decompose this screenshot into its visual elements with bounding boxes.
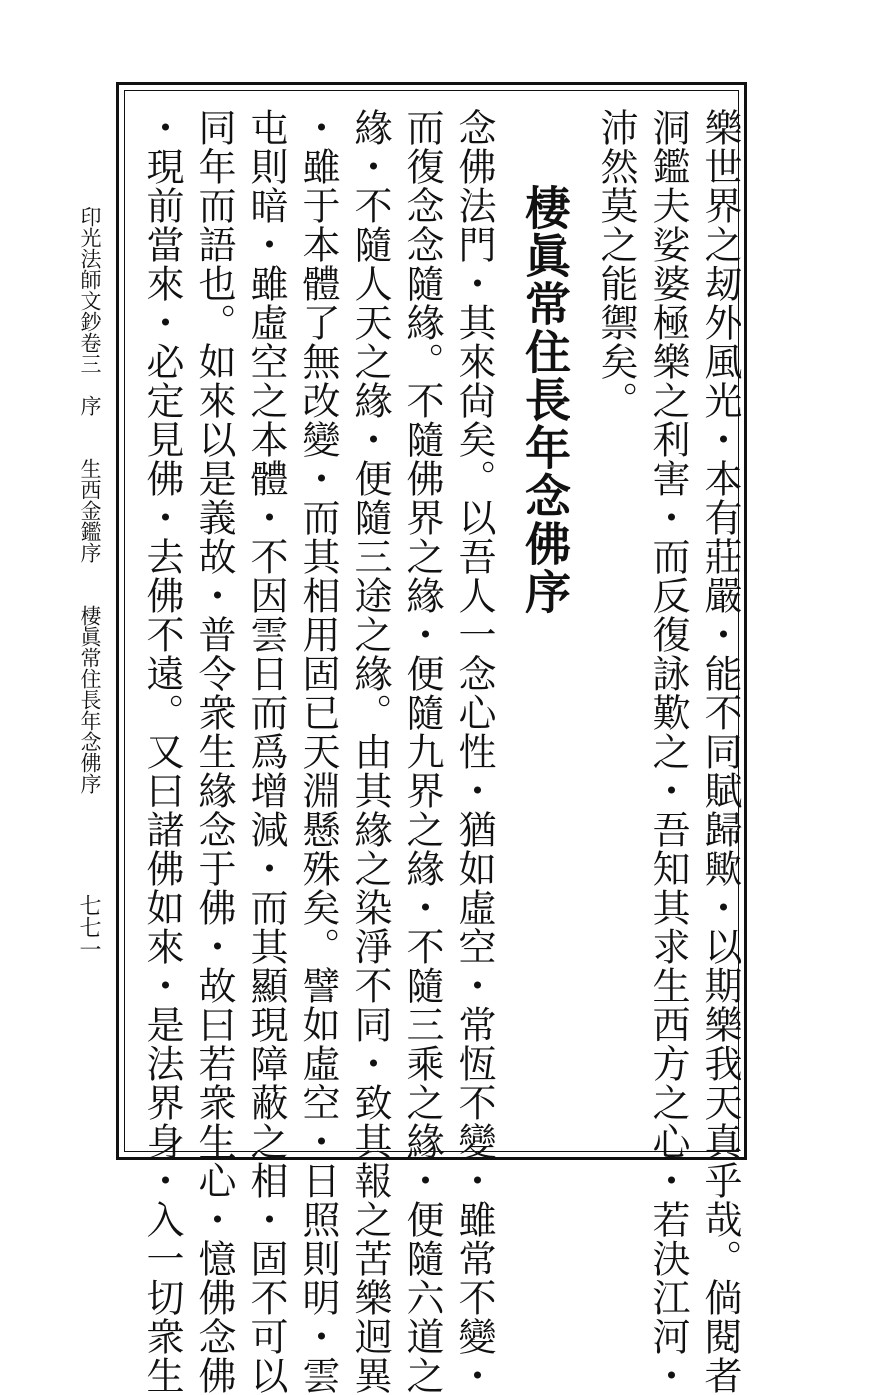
page-number: 七七一: [76, 894, 101, 960]
text-column-8: ・雖于本體了無改變・而其相用固已天淵懸殊矣。譬如虛空・日照則明・雲: [296, 108, 340, 1395]
text-column-1: 樂世界之刼外風光・本有莊嚴・能不同賦歸歟・以期樂我天真乎哉。倘閱者: [698, 108, 742, 1395]
running-head: 印光法師文鈔卷三 序 生西金鑑序 棲眞常住長年念佛序: [78, 206, 102, 794]
text-column-7: 緣・不隨人天之緣・便隨三途之緣。由其緣之染淨不同・致其報之苦樂迥異: [348, 108, 392, 1395]
text-column-5: 念佛法門・其來尙矣。以吾人一念心性・猶如虛空・常恆不變・雖常不變・: [452, 108, 496, 1395]
section-title: 棲眞常住長年念佛序: [518, 184, 572, 616]
text-column-10: 同年而語也。如來以是義故・普令衆生緣念于佛・故曰若衆生心・憶佛念佛: [192, 108, 236, 1395]
text-column-6: 而復念念隨緣。不隨佛界之緣・便隨九界之緣・不隨三乘之緣・便隨六道之: [400, 108, 444, 1395]
text-column-3: 沛然莫之能禦矣。: [594, 108, 638, 420]
text-column-9: 屯則暗・雖虛空之本體・不因雲日而爲增減・而其顯現障蔽之相・固不可以: [244, 108, 288, 1395]
text-column-11: ・現前當來・必定見佛・去佛不遠。又曰諸佛如來・是法界身・入一切衆生: [140, 108, 184, 1395]
text-column-2: 洞鑑夫娑婆極樂之利害・而反復詠歎之・吾知其求生西方之心・若決江河・: [646, 108, 690, 1395]
